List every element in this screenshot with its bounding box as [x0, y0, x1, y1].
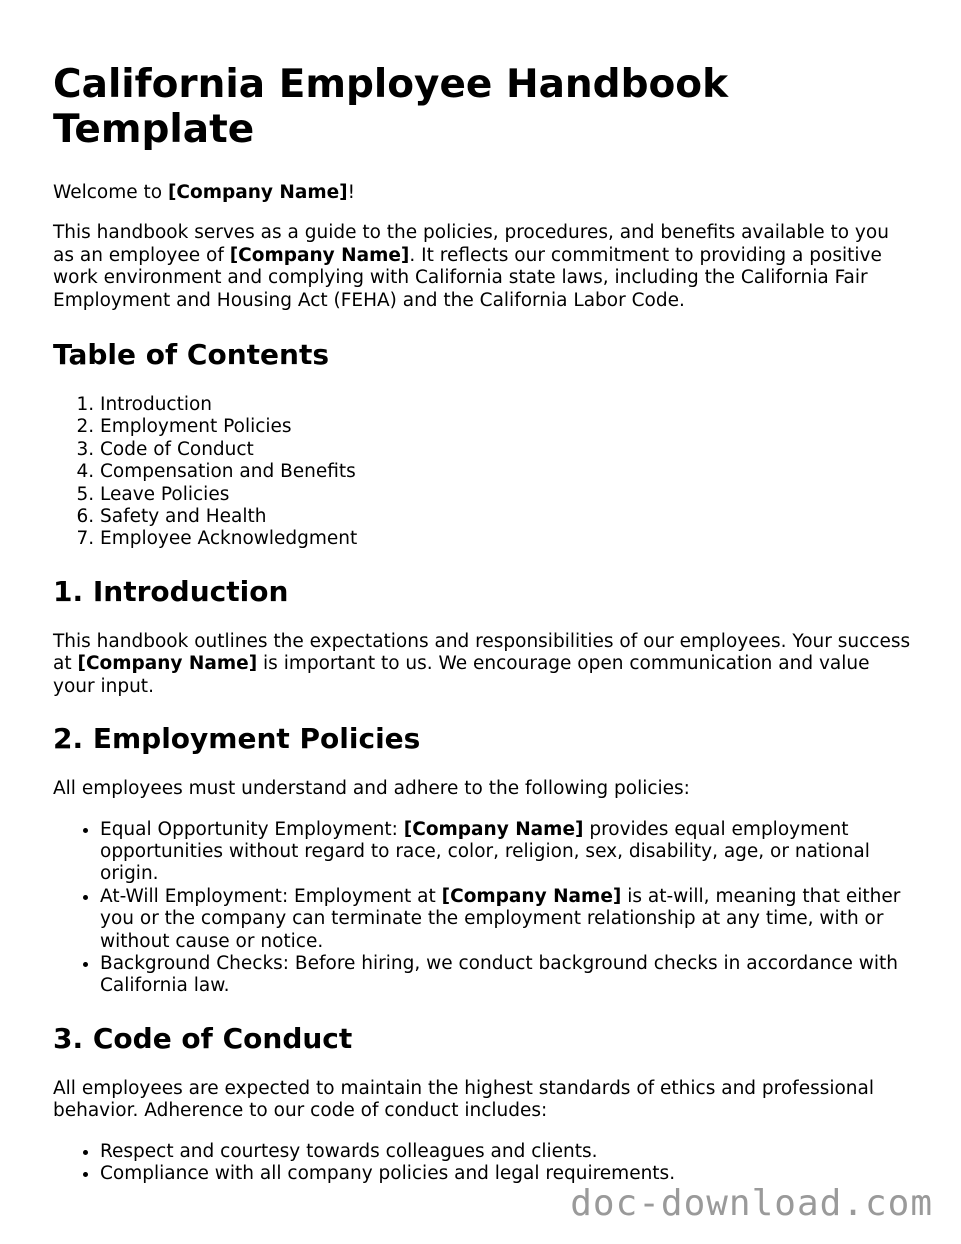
company-name-placeholder: [Company Name]: [403, 818, 584, 840]
section-heading-code-of-conduct: 3. Code of Conduct: [53, 1021, 353, 1055]
employment-policies-lead: All employees must understand and adhere to the following policies:: [53, 778, 690, 800]
toc-item[interactable]: 2. Employment Policies: [100, 416, 913, 438]
list-item: • Equal Opportunity Employment: [Company Name] provides equal employment opportunities without regard to race, color, religion, sex, disability, age, or national origin.: [100, 819, 913, 886]
list-item: • Respect and courtesy towards colleagues and clients.: [100, 1141, 913, 1163]
toc-item[interactable]: 4. Compensation and Benefits: [100, 461, 913, 483]
company-name-placeholder: [Company Name]: [77, 653, 258, 675]
company-name-placeholder: [Company Name]: [441, 885, 622, 907]
watermark-text: doc-download.com: [570, 1183, 933, 1224]
company-name-placeholder: [Company Name]: [229, 244, 410, 266]
company-name-placeholder: [Company Name]: [167, 182, 348, 203]
list-item: • At-Will Employment: Employment at [Company Name] is at-will, meaning that either you or the company can terminate the employment relationship at any time, with or without cause or notice.: [100, 886, 913, 953]
toc-heading: Table of Contents: [53, 338, 330, 372]
toc-list: [53, 394, 913, 551]
code-of-conduct-lead: All employees are expected to maintain the highest standards of ethics and professional behavior. Adherence to our code of conduct includes:: [53, 1077, 875, 1122]
employment-policies-list: [53, 819, 913, 998]
list-item: • Compliance with all company policies and legal requirements.: [100, 1163, 913, 1185]
intro-paragraph: This handbook serves as a guide to the policies, procedures, and benefits available to you as an employee of [Company Name]. It reflects our commitment to providing a positive work environment and complying with California state laws, including the California Fair Employment and Housing Act (FEHA) and the California Labor Code.: [53, 222, 889, 311]
section-heading-introduction: 1. Introduction: [53, 574, 289, 608]
welcome-text: Welcome to [Company Name]!: [53, 182, 356, 203]
code-of-conduct-list: [53, 1141, 913, 1186]
toc-item[interactable]: 7. Employee Acknowledgment: [100, 528, 913, 550]
page-title: California Employee Handbook Template: [53, 62, 729, 152]
toc-item[interactable]: 3. Code of Conduct: [100, 439, 913, 461]
section-heading-employment-policies: 2. Employment Policies: [53, 722, 421, 756]
toc-item[interactable]: 6. Safety and Health: [100, 506, 913, 528]
list-item: • Background Checks: Before hiring, we conduct background checks in accordance with California law.: [100, 953, 913, 998]
toc-item[interactable]: 1. Introduction: [100, 394, 913, 416]
toc-item[interactable]: 5. Leave Policies: [100, 484, 913, 506]
document-page: [53, 62, 913, 1204]
introduction-paragraph: This handbook outlines the expectations and responsibilities of our employees. Your success at [Company Name] is important to us. We encourage open communication and value your input.: [53, 630, 911, 697]
